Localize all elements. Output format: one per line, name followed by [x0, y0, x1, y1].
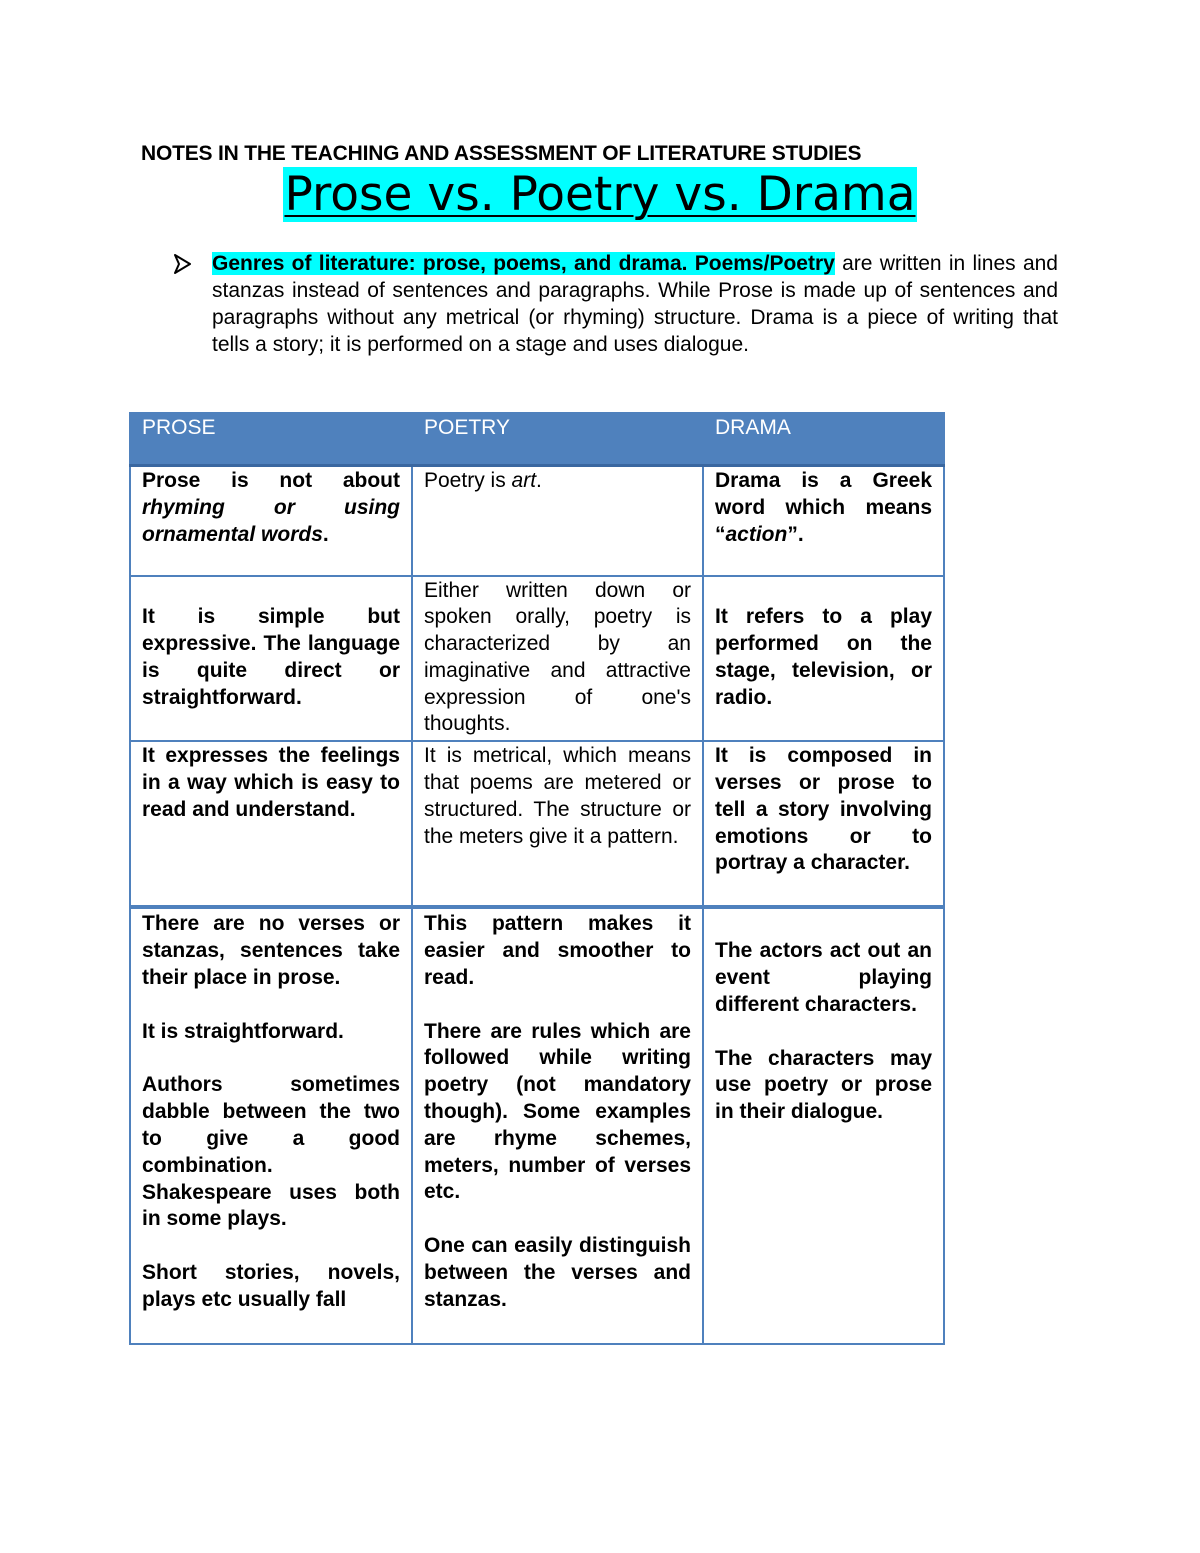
header-prose: PROSE [130, 413, 412, 466]
comparison-table [129, 412, 945, 1345]
cell-prose: It is simple but expressive. The language is quite direct or straightforward. [130, 576, 412, 742]
cell-paragraph: One can easily distinguish between the verses and stanzas. [424, 1234, 691, 1311]
cell-poetry [412, 466, 703, 576]
cell-paragraph: There are no verses or stanzas, sentences take their place in prose. [142, 912, 400, 989]
cell-drama [703, 466, 944, 576]
cell-text: Poetry is [424, 469, 512, 492]
table-header-row [130, 413, 944, 466]
cell-paragraph: The actors act out an event playing different characters. [715, 939, 932, 1016]
cell-text: . [536, 469, 542, 492]
cell-text-italic: art [511, 469, 537, 492]
table-row [130, 576, 944, 742]
cell-text: ”. [787, 522, 804, 546]
cell-text: Prose is not about [142, 469, 400, 492]
cell-text-italic: action [725, 522, 788, 546]
cell-paragraph: There are rules which are followed while writing poetry (not mandatory though). Some examples are rhyme schemes, meters, number of verses etc. [424, 1019, 691, 1204]
page-title [0, 166, 1200, 224]
cell-drama [703, 907, 944, 1344]
cell-paragraph: It is straightforward. [142, 1019, 344, 1043]
cell-drama: It refers to a play performed on the stage, television, or radio. [703, 576, 944, 742]
cell-prose: It expresses the feelings in a way which is easy to read and understand. [130, 741, 412, 907]
table-row [130, 741, 944, 907]
cell-clip [142, 911, 400, 1341]
cell-drama: It is composed in verses or prose to tell a story involving emotions or to portray a character. [703, 741, 944, 907]
table-row [130, 907, 944, 1344]
cell-text: . [322, 522, 329, 546]
cell-poetry: It is metrical, which means that poems are metered or structured. The structure or the meters give it a pattern. [412, 741, 703, 907]
cell-poetry: Either written down or spoken orally, poetry is characterized by an imaginative and attractive expression of one's thoughts. [412, 576, 703, 742]
cell-paragraph: Short stories, novels, plays etc usually fall [142, 1261, 400, 1312]
page-title-text: Prose vs. Poetry vs. Drama [284, 167, 916, 222]
intro-text: are written in lines and stanzas instead of sentences and paragraphs. While Prose is made up of sentences and paragraphs without any metrical (or rhyming) structure. Drama is a piece of writing that tells a story; it is performed on a stage and uses dialogue. [212, 252, 1058, 356]
header-drama: DRAMA [703, 413, 944, 466]
cell-prose [130, 907, 412, 1344]
cell-paragraph: This pattern makes it easier and smoother to read. [424, 912, 691, 989]
cell-text: Drama is a Greek word which means “ [715, 469, 932, 546]
cell-paragraph: Authors sometimes dabble between the two to give a good combination. Shakespeare uses both in some plays. [142, 1073, 400, 1231]
header-poetry: POETRY [412, 413, 703, 466]
document-header: NOTES IN THE TEACHING AND ASSESSMENT OF LITERATURE STUDIES [141, 142, 862, 165]
intro-paragraph [212, 250, 1058, 358]
cell-prose [130, 466, 412, 576]
cell-paragraph: The characters may use poetry or prose in their dialogue. [715, 1046, 932, 1124]
arrow-bullet-icon [174, 252, 192, 276]
intro-highlight: Genres of literature: prose, poems, and drama. Poems/Poetry [212, 252, 835, 275]
cell-text-italic: rhyming or using ornamental words [142, 495, 400, 546]
cell-poetry [412, 907, 703, 1344]
table-row [130, 466, 944, 576]
